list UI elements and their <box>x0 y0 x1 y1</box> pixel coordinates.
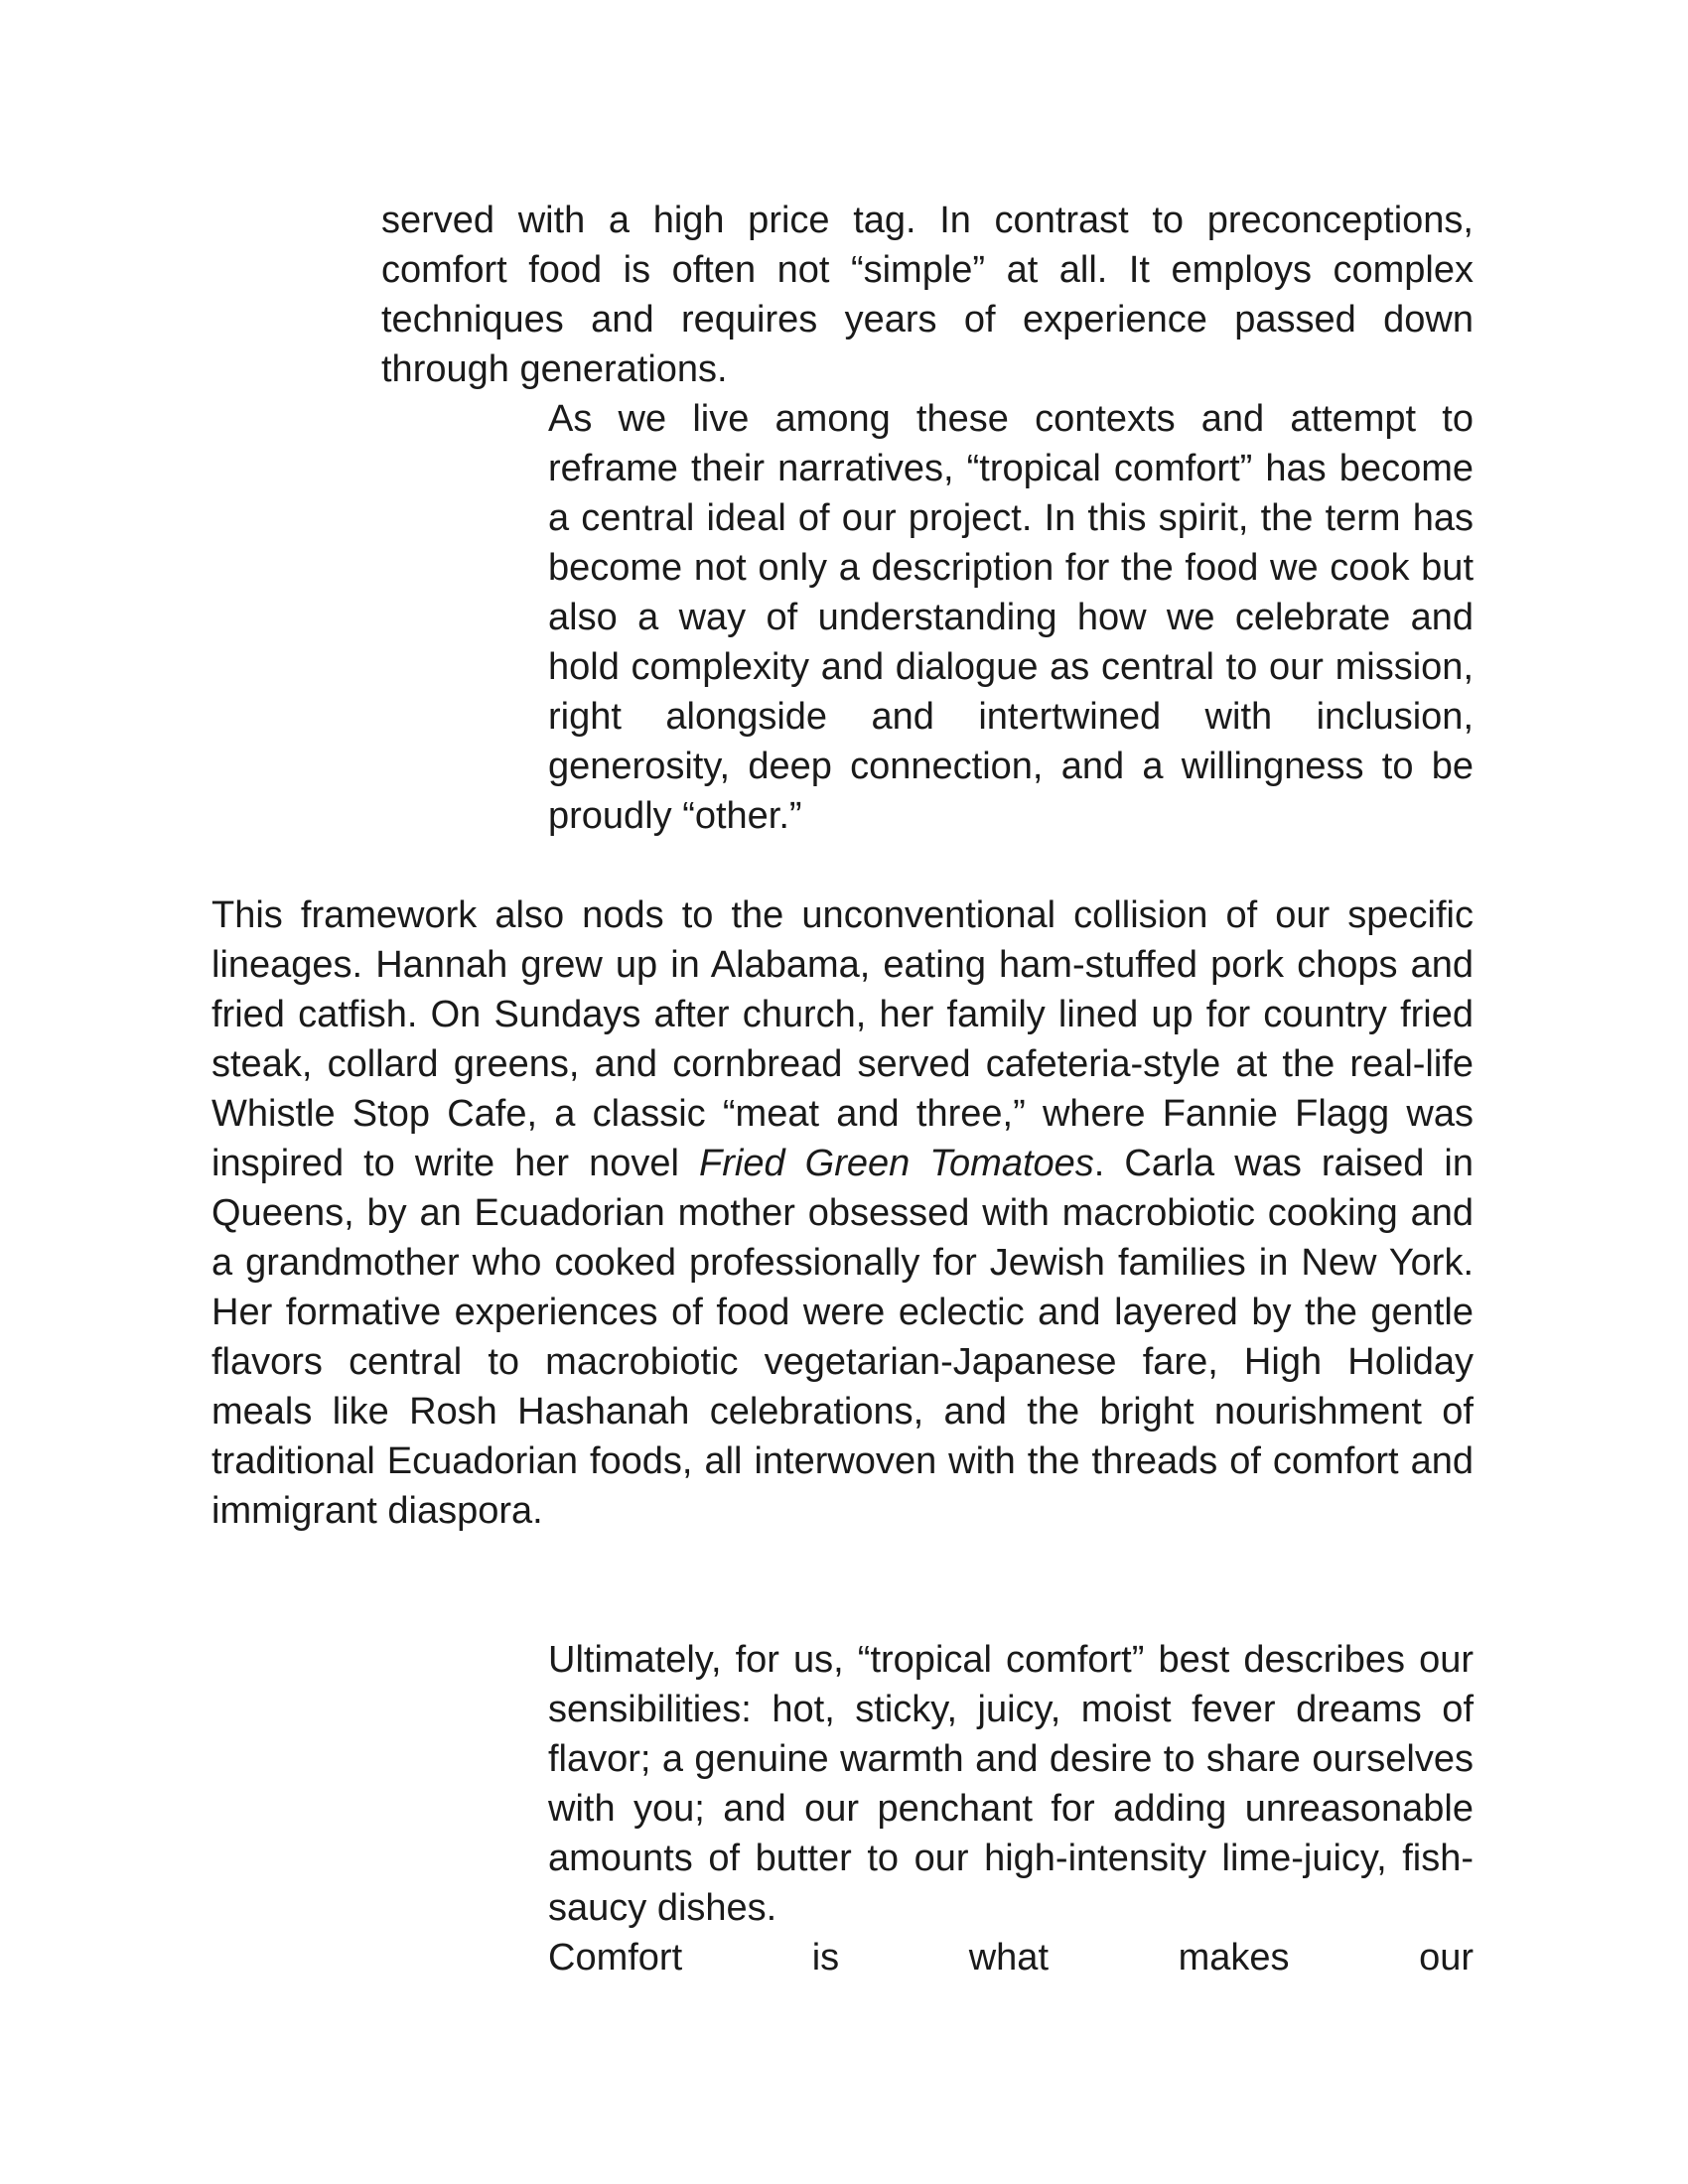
novel-title: Fried Green Tomatoes <box>699 1143 1094 1184</box>
paragraph-3-text-before: This framework also nods to the unconventional collision of our specific lineages. Hannah grew up in Alabama, eating ham-stuffed pork chops and fried catfish. On Sundays after church, her family lined up for country fried steak, collard greens, and cornbread served cafeteria-style at the real-life Whistle Stop Cafe, a classic “meat and three,” where Fannie Flagg was inspired to write her novel <box>211 894 1474 1184</box>
paragraph-1 <box>381 196 1474 394</box>
paragraph-2 <box>548 394 1474 841</box>
paragraph-4-continued-text: Comfort is what makes our <box>548 1937 1474 1979</box>
paragraph-2-text: As we live among these contexts and attempt to reframe their narratives, “tropical comfort” has become a central ideal of our project. In this spirit, the term has become not only a description for the food we cook but also a way of understanding how we celebrate and hold complexity and dialogue as central to our mission, right alongside and intertwined with inclusion, generosity, deep connection, and a willingness to be proudly “other.” <box>548 398 1474 837</box>
paragraph-4-text: Ultimately, for us, “tropical comfort” best describes our sensibilities: hot, sticky, juicy, moist fever dreams of flavor; a genuine warmth and desire to share ourselves with you; and our penchant for adding unreasonable amounts of butter to our high-intensity lime-juicy, fish-saucy dishes. <box>548 1639 1474 1929</box>
paragraph-1-text: served with a high price tag. In contrast to preconceptions, comfort food is often not “simple” at all. It employs complex techniques and requires years of experience passed down through generations. <box>381 200 1474 390</box>
paragraph-3 <box>211 890 1474 1536</box>
paragraph-4 <box>548 1635 1474 1982</box>
paragraph-3-text-after: . Carla was raised in Queens, by an Ecuadorian mother obsessed with macrobiotic cooking and a grandmother who cooked professionally for Jewish families in New York. Her formative experiences of food were eclectic and layered by the gentle flavors central to macrobiotic vegetarian-Japanese fare, High Holiday meals like Rosh Hashanah celebrations, and the bright nourishment of traditional Ecuadorian foods, all interwoven with the threads of comfort and immigrant diaspora. <box>211 1143 1474 1532</box>
